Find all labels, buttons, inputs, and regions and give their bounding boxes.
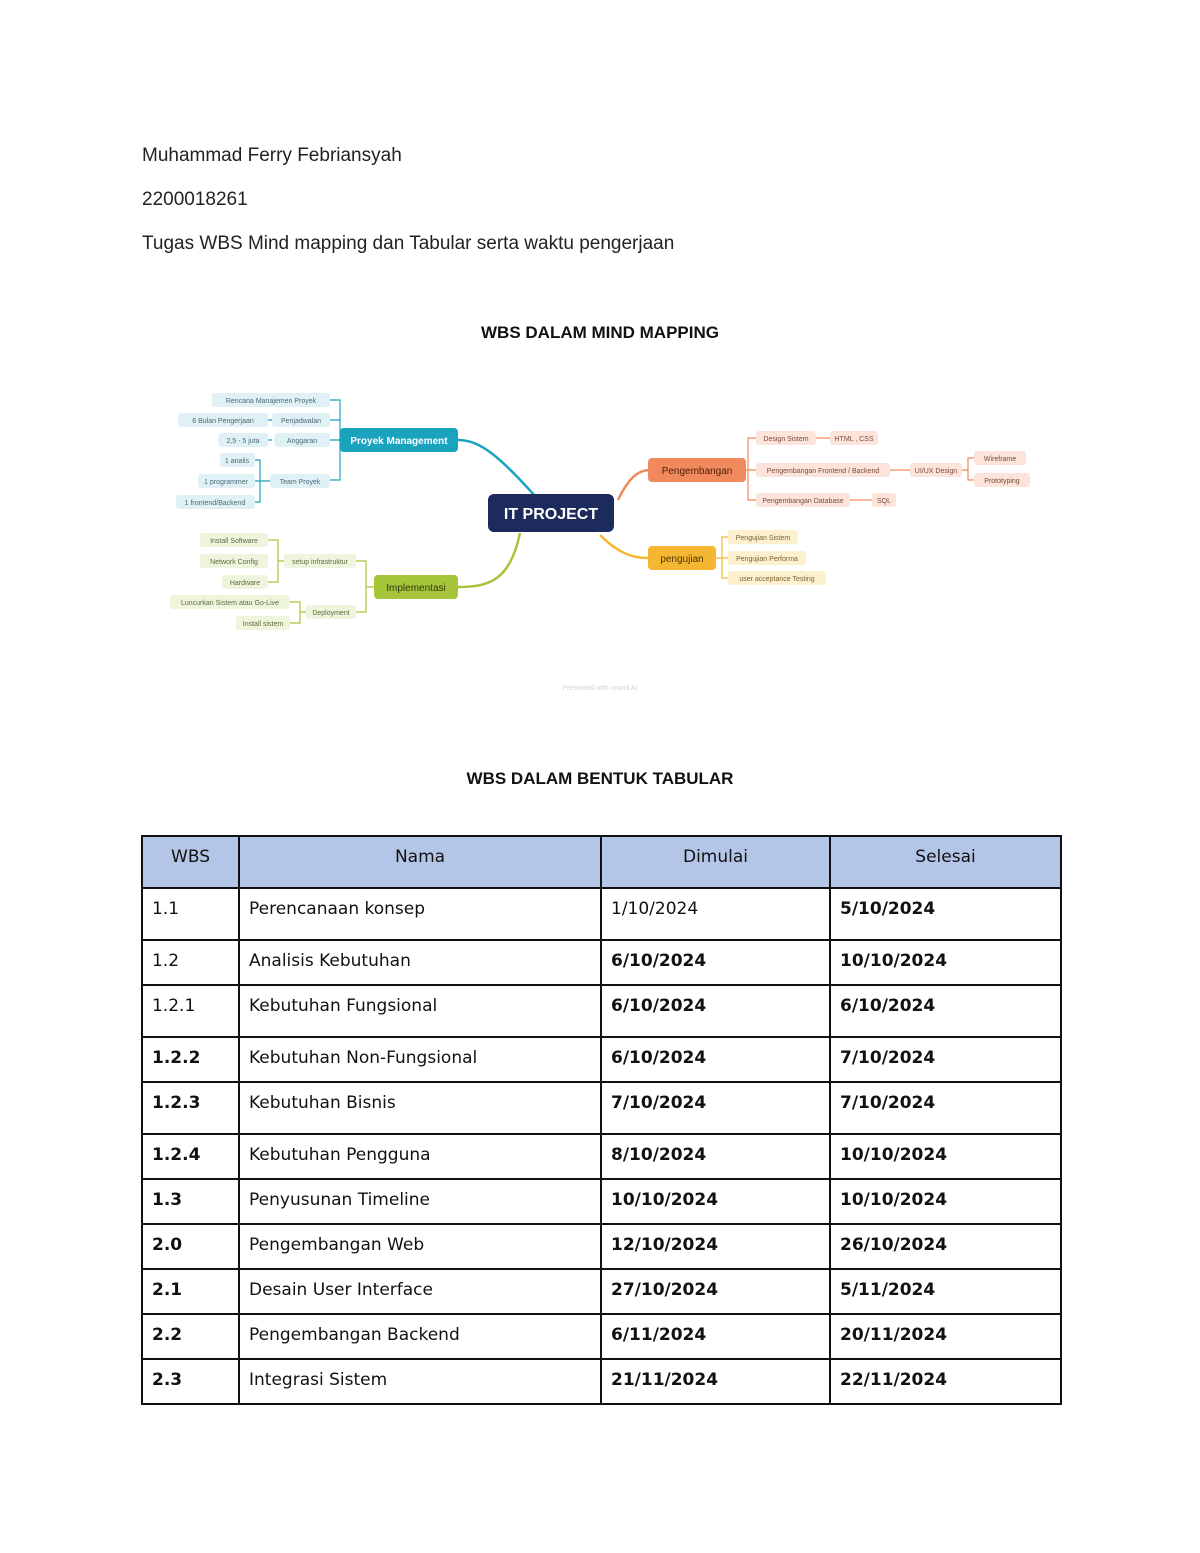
node-pengujian-sistem-label: Pengujian Sistem xyxy=(735,535,791,542)
table-header-row xyxy=(142,836,1061,888)
cell-mulai: 27/10/2024 xyxy=(601,1269,830,1314)
cell-selesai: 20/11/2024 xyxy=(830,1314,1061,1359)
cell-nama: Desain User Interface xyxy=(239,1269,601,1314)
mindmap-heading: WBS DALAM MIND MAPPING xyxy=(481,323,719,342)
student-id: 2200018261 xyxy=(142,189,248,210)
cell-selesai: 10/10/2024 xyxy=(830,940,1061,985)
node-html-label: HTML , CSS xyxy=(834,436,874,443)
cell-nama: Integrasi Sistem xyxy=(239,1359,601,1404)
node-pengembangan-label: Pengembangan xyxy=(661,466,733,477)
node-anggaran-label: Anggaran xyxy=(286,438,318,445)
wbs-mind-map xyxy=(160,380,1040,700)
root-label: IT PROJECT xyxy=(503,506,599,523)
cell-mulai: 7/10/2024 xyxy=(601,1082,830,1134)
cell-wbs: 1.2.3 xyxy=(142,1082,239,1134)
cell-wbs: 1.2.2 xyxy=(142,1037,239,1082)
cell-selesai: 6/10/2024 xyxy=(830,985,1061,1037)
node-design-label: Design Sistem xyxy=(763,436,809,443)
cell-nama: Kebutuhan Non-Fungsional xyxy=(239,1037,601,1082)
cell-selesai: 7/10/2024 xyxy=(830,1037,1061,1082)
table-row xyxy=(142,940,1061,985)
table-row xyxy=(142,1359,1061,1404)
node-penjadwalan-label: Penjadwalan xyxy=(280,418,322,425)
cell-wbs: 1.2.1 xyxy=(142,985,239,1037)
cell-mulai: 12/10/2024 xyxy=(601,1224,830,1269)
node-team-label: Team Proyek xyxy=(279,479,321,486)
node-rencana-label: Rencana Manajemen Proyek xyxy=(225,398,317,405)
cell-wbs: 2.2 xyxy=(142,1314,239,1359)
node-install-software-label: Install Software xyxy=(210,538,258,545)
table-row xyxy=(142,985,1061,1037)
table-row xyxy=(142,1224,1061,1269)
task-title: Tugas WBS Mind mapping dan Tabular serta waktu pengerjaan xyxy=(142,233,675,254)
cell-wbs: 2.1 xyxy=(142,1269,239,1314)
cell-wbs: 1.2.4 xyxy=(142,1134,239,1179)
cell-selesai: 10/10/2024 xyxy=(830,1134,1061,1179)
cell-wbs: 1.2 xyxy=(142,940,239,985)
cell-selesai: 10/10/2024 xyxy=(830,1179,1061,1224)
table-row xyxy=(142,1082,1061,1134)
cell-nama: Kebutuhan Pengguna xyxy=(239,1134,601,1179)
cell-mulai: 1/10/2024 xyxy=(601,888,830,940)
cell-mulai: 8/10/2024 xyxy=(601,1134,830,1179)
node-implementasi-label: Implementasi xyxy=(386,583,446,594)
node-uiux-label: UI/UX Design xyxy=(914,468,958,475)
node-database-label: Pengembangan Database xyxy=(762,498,844,505)
node-pengujian-label: pengujian xyxy=(660,554,704,565)
node-prototyping-label: Prototyping xyxy=(984,478,1020,485)
cell-nama: Pengembangan Web xyxy=(239,1224,601,1269)
cell-selesai: 7/10/2024 xyxy=(830,1082,1061,1134)
table-row xyxy=(142,1179,1061,1224)
table-row xyxy=(142,1134,1061,1179)
node-install-sistem-label: Install sistem xyxy=(242,621,284,628)
node-uat-label: user acceptance Testing xyxy=(739,576,815,583)
cell-nama: Analisis Kebutuhan xyxy=(239,940,601,985)
node-sql-label: SQL xyxy=(876,498,892,505)
node-juta-label: 2,5 - 5 juta xyxy=(226,438,260,445)
node-network-label: Network Config xyxy=(210,559,258,566)
cell-selesai: 22/11/2024 xyxy=(830,1359,1061,1404)
cell-selesai: 5/10/2024 xyxy=(830,888,1061,940)
col-header-dimulai: Dimulai xyxy=(601,836,830,888)
node-proyek-label: Proyek Management xyxy=(350,436,448,447)
node-hardware-label: Hardware xyxy=(229,580,261,587)
cell-wbs: 2.0 xyxy=(142,1224,239,1269)
watermark: Presented with xmind AI xyxy=(562,685,638,692)
cell-mulai: 6/10/2024 xyxy=(601,1037,830,1082)
node-luncurkan-label: Luncurkan Sistem atau Go-Live xyxy=(180,600,280,607)
cell-selesai: 26/10/2024 xyxy=(830,1224,1061,1269)
cell-nama: Penyusunan Timeline xyxy=(239,1179,601,1224)
cell-nama: Pengembangan Backend xyxy=(239,1314,601,1359)
table-row xyxy=(142,888,1061,940)
cell-wbs: 1.1 xyxy=(142,888,239,940)
cell-nama: Kebutuhan Bisnis xyxy=(239,1082,601,1134)
table-row xyxy=(142,1269,1061,1314)
table-row xyxy=(142,1314,1061,1359)
author-name: Muhammad Ferry Febriansyah xyxy=(142,145,402,166)
node-pengujian-performa-label: Pengujian Performa xyxy=(736,556,798,563)
cell-mulai: 6/11/2024 xyxy=(601,1314,830,1359)
cell-nama: Perencanaan konsep xyxy=(239,888,601,940)
node-setup-label: setup infrastruktur xyxy=(291,559,349,566)
wbs-table xyxy=(141,835,1062,1405)
col-header-wbs: WBS xyxy=(142,836,239,888)
cell-selesai: 5/11/2024 xyxy=(830,1269,1061,1314)
node-wireframe-label: Wireframe xyxy=(983,456,1017,463)
node-deployment-label: Deployment xyxy=(312,610,350,617)
cell-wbs: 1.3 xyxy=(142,1179,239,1224)
col-header-selesai: Selesai xyxy=(830,836,1061,888)
node-frontend-label: 1 frontend/Backend xyxy=(184,500,246,507)
cell-mulai: 6/10/2024 xyxy=(601,940,830,985)
cell-wbs: 2.3 xyxy=(142,1359,239,1404)
cell-nama: Kebutuhan Fungsional xyxy=(239,985,601,1037)
node-bulan-label: 6 Bulan Pengerjaan xyxy=(192,418,254,425)
node-frontend-backend-label: Pengembangan Frontend / Backend xyxy=(766,468,880,475)
table-row xyxy=(142,1037,1061,1082)
tabular-heading: WBS DALAM BENTUK TABULAR xyxy=(466,769,734,788)
cell-mulai: 21/11/2024 xyxy=(601,1359,830,1404)
cell-mulai: 10/10/2024 xyxy=(601,1179,830,1224)
cell-mulai: 6/10/2024 xyxy=(601,985,830,1037)
node-analis-label: 1 analis xyxy=(224,458,250,465)
node-programmer-label: 1 programmer xyxy=(204,479,248,486)
col-header-nama: Nama xyxy=(239,836,601,888)
